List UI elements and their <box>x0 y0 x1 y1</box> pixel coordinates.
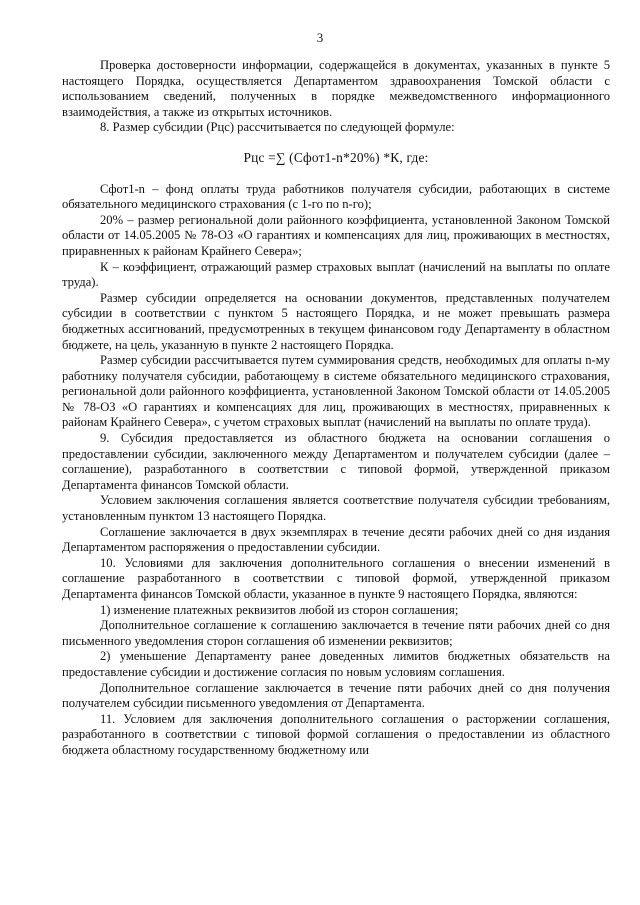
paragraph-item-11: 11. Условием для заключения дополнительного соглашения о расторжении соглашения, разработанного в соответствии с типовой формой соглашения о предоставлении из областного бюджета областному государственному бюджетному или <box>62 711 610 757</box>
paragraph-subitem-2-detail: Дополнительное соглашение заключается в течение пяти рабочих дней со дня получения получателем субсидии письменного уведомления от Департамента. <box>62 680 610 711</box>
paragraph-verification: Проверка достоверности информации, содержащейся в документах, указанных в пункте 5 настоящего Порядка, осуществляется Департаментом здравоохранения Томской области с использованием сведений, полученных в порядке межведомственного информационного взаимодействия, а также из открытых источников. <box>62 58 610 119</box>
paragraph-subsidy-size-determination: Размер субсидии определяется на основании документов, представленных получателем субсидии в соответствии с пунктом 5 настоящего Порядка, и не может превышать размера бюджетных ассигнований, предусмотренных в текущем финансовом году Департаменту в областном бюджете, на цель, указанную в пункте 2 настоящего Порядка. <box>62 290 610 352</box>
paragraph-item-9: 9. Субсидия предоставляется из областного бюджета на основании соглашения о предоставлении субсидии, заключенного между Департаментом и получателем субсидии (далее – соглашение), разработанного в соответствии с типовой формой, утвержденной приказом Департамента финансов Томской области. <box>62 431 610 492</box>
paragraph-subitem-1-detail: Дополнительное соглашение к соглашению заключается в течение пяти рабочих дней со дня письменного уведомления сторон соглашения об изменении реквизитов; <box>62 618 610 648</box>
paragraph-item-10: 10. Условиями для заключения дополнительного соглашения о внесении изменений в соглашение разработанного в соответствии с типовой формой, утвержденной приказом Департамента финансов Томской области, указанное в пункте 9 настоящего Порядка, являются: <box>62 555 610 601</box>
page-number: 3 <box>316 30 324 45</box>
paragraph-item-8: 8. Размер субсидии (Рцс) рассчитывается по следующей формуле: <box>100 120 455 135</box>
document-body <box>62 58 610 759</box>
paragraph-subitem-2: 2) уменьшение Департаменту ранее доведенных лимитов бюджетных обязательств на предоставление субсидии и достижение согласия по новым условиям соглашения. <box>62 649 610 679</box>
paragraph-20-percent-definition: 20% – размер региональной доли районного коэффициента, установленной Законом Томской области от 14.05.2005 № 78-ОЗ «О гарантиях и компенсациях для лиц, проживающих в местностях, приравненных к районам Крайнего Севера»; <box>62 212 610 258</box>
paragraph-subitem-1: 1) изменение платежных реквизитов любой из сторон соглашения; <box>100 602 459 617</box>
paragraph-subsidy-size-calculation: Размер субсидии рассчитывается путем суммирования средств, необходимых для оплаты n-му работнику получателя субсидии, работающему в системе обязательного медицинского страхования, региональной доли районного коэффициента, установленной Законом Томской области от 14.05.2005 № 78-ОЗ «О гарантиях и компенсациях для лиц, проживающих в местностях, приравненных к районам Крайнего Севера», с учетом страховых выплат (начислений на выплаты по оплате труда). <box>62 353 610 430</box>
paragraph-sfot-definition: Сфот1-n – фонд оплаты труда работников получателя субсидии, работающих в системе обязательного медицинского страхования (с 1-го по n-го); <box>62 181 610 212</box>
paragraph-agreement-copies: Соглашение заключается в двух экземплярах в течение десяти рабочих дней со дня издания Департаментом распоряжения о предоставлении субсидии. <box>62 524 610 555</box>
formula: Рцс =∑ (Сфот1-n*20%) *К, где: <box>243 149 429 165</box>
paragraph-agreement-condition: Условием заключения соглашения является соответствие получателя субсидии требованиям, установленным пунктом 13 настоящего Порядка. <box>62 493 610 524</box>
paragraph-k-definition: К – коэффициент, отражающий размер страховых выплат (начислений на выплаты по оплате труда). <box>62 259 610 290</box>
